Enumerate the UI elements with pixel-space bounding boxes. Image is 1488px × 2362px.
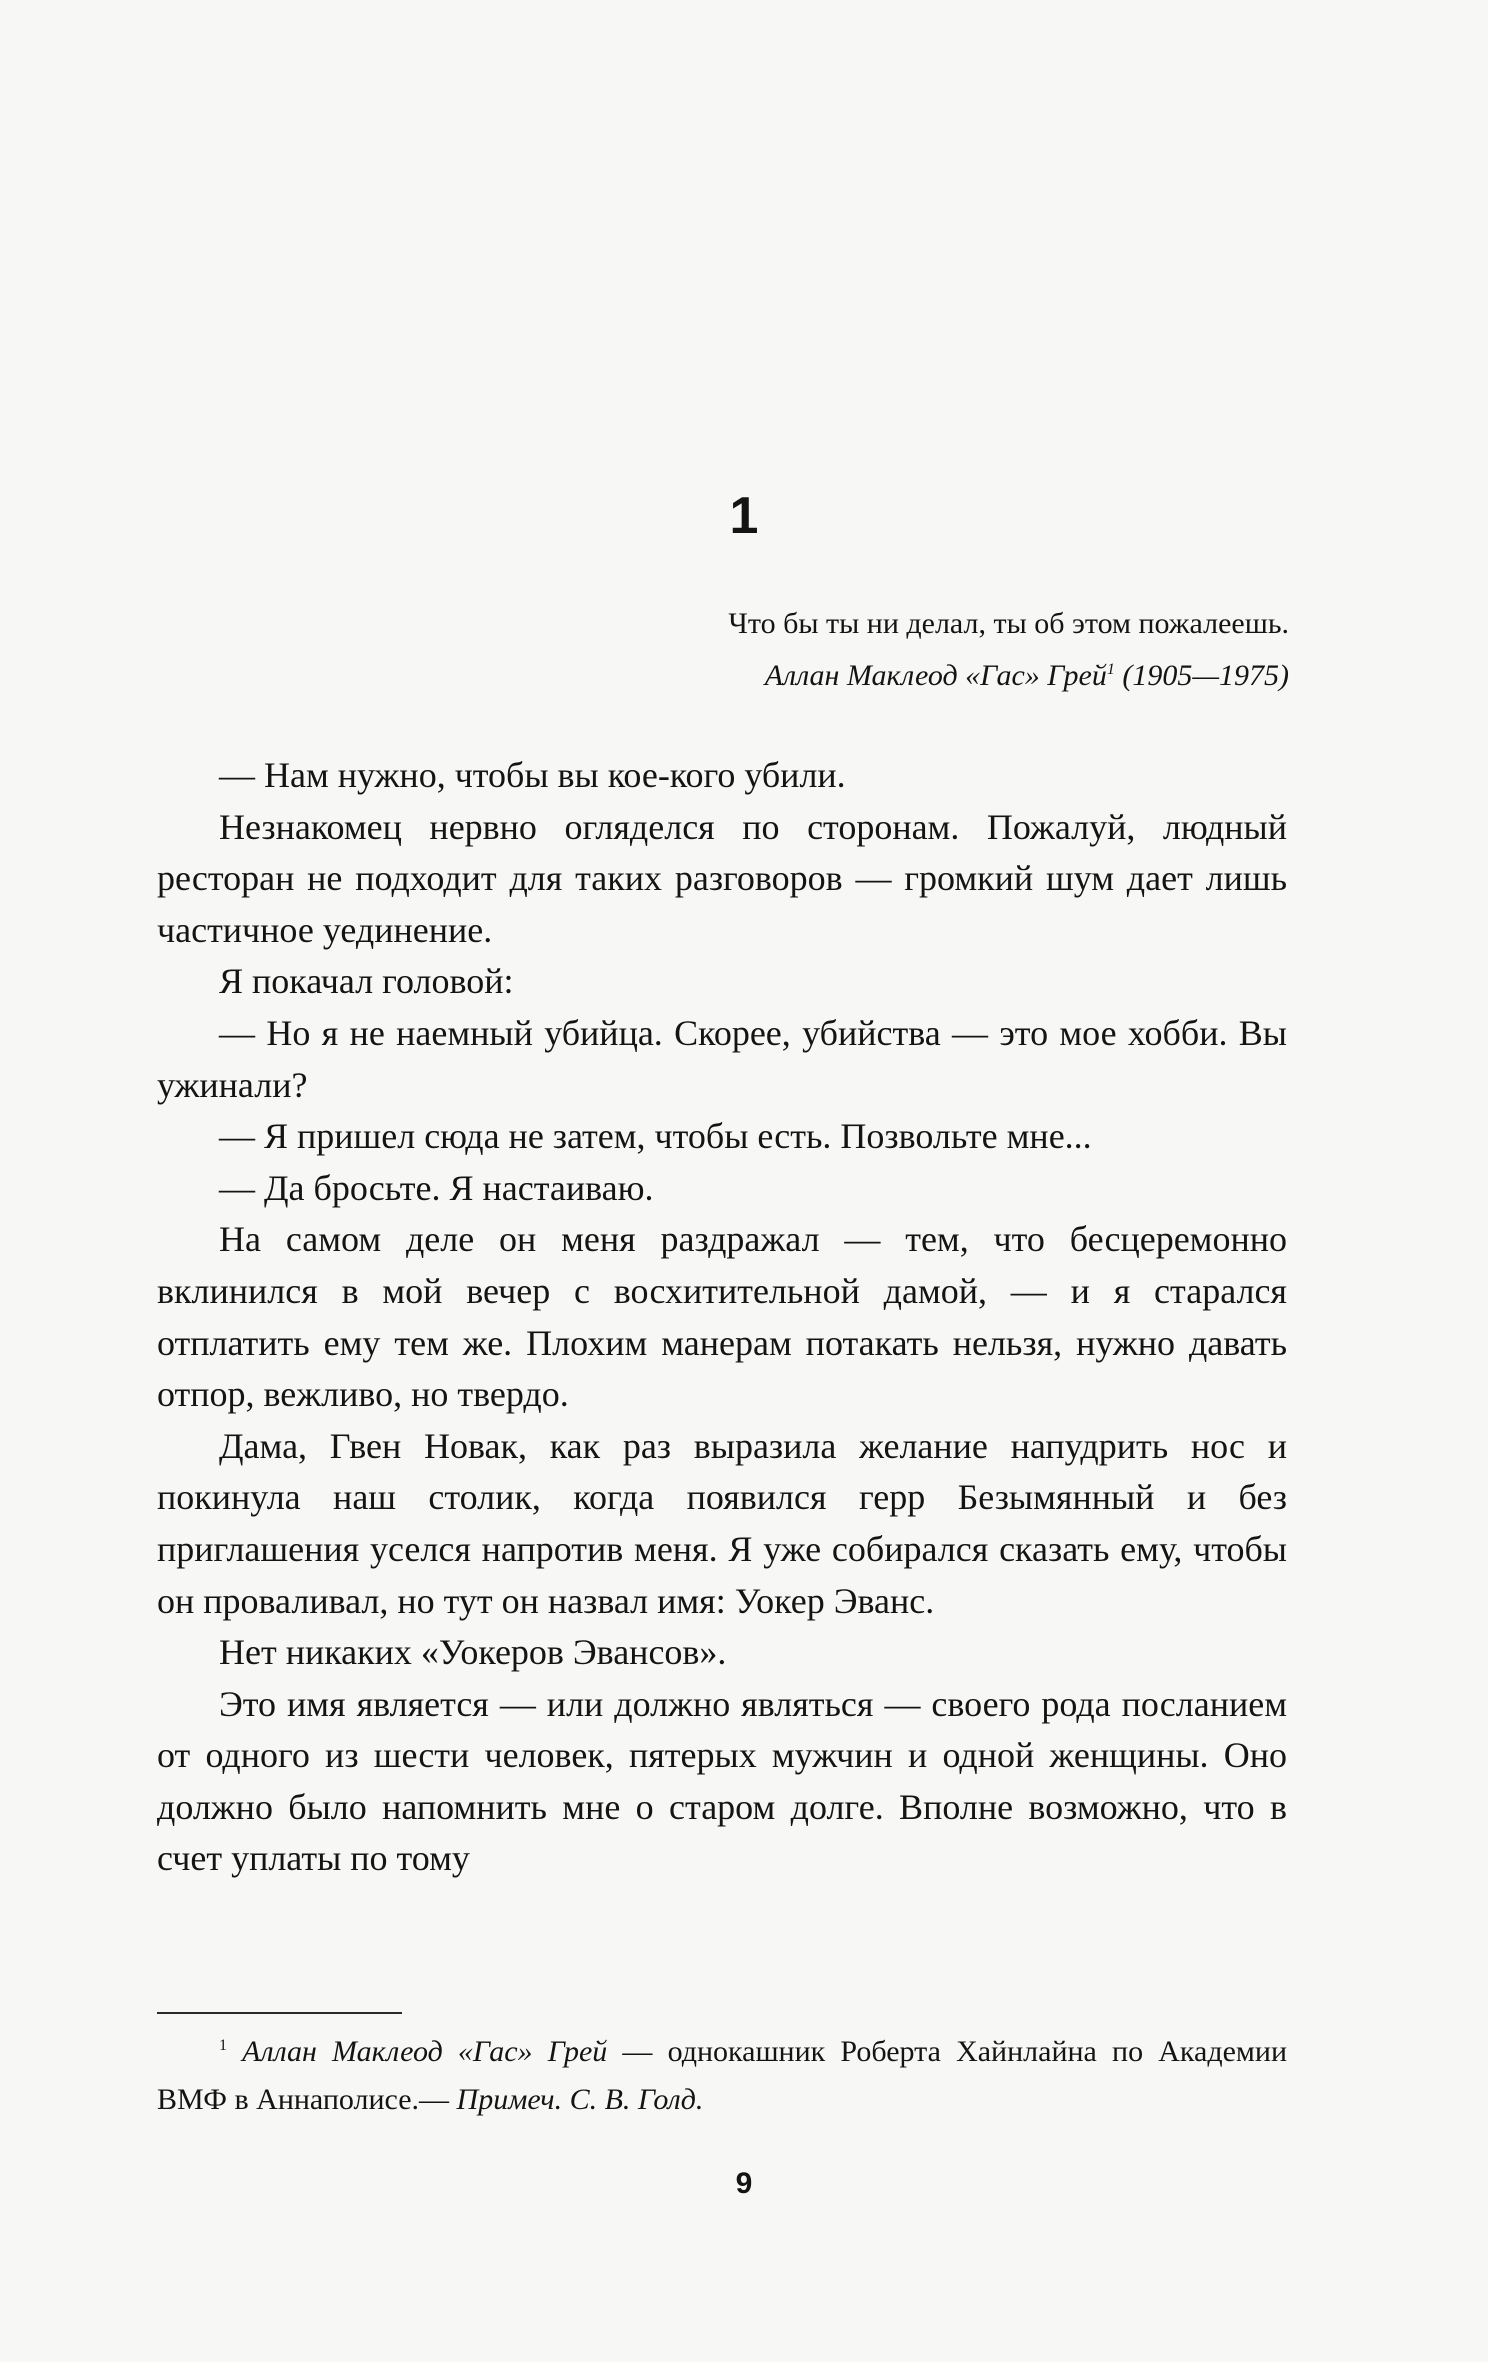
epigraph-years: (1905—1975)	[1122, 659, 1289, 692]
paragraph: Это имя является — или должно являться — своего рода посланием от одного из шести человек, пятерых мужчин и одной женщины. Оно должно было напомнить мне о старом долге. Вполне возможно, что в счет уплаты по тому	[157, 1683, 1287, 1879]
footnote	[157, 2028, 1287, 2124]
footnote-marker: 1	[219, 2037, 227, 2054]
footnote-text: — однокашник Роберта Хайнлайна по Академии ВМФ в Аннаполисе.—	[157, 2035, 1287, 2116]
footnote-name: Аллан Маклеод «Гас» Грей	[242, 2035, 608, 2068]
epigraph	[200, 598, 1289, 702]
page-number: 9	[735, 2167, 753, 2200]
paragraph: Нет никаких «Уокеров Эвансов».	[219, 1632, 727, 1673]
paragraph: — Я пришел сюда не затем, чтобы есть. Позвольте мне...	[219, 1116, 1092, 1157]
footnote-credit: Примеч. С. В. Голд.	[456, 2083, 704, 2116]
paragraph: Дама, Гвен Новак, как раз выразила желание напудрить нос и покинула наш столик, когда появился герр Безымянный и без приглашения уселся напротив меня. Я уже собирался сказать ему, чтобы он проваливал, но тут он назвал имя: Уокер Эванс.	[157, 1425, 1287, 1621]
footnote-reference[interactable]: 1	[1106, 661, 1115, 678]
paragraph: Незнакомец нервно огляделся по сторонам. Пожалуй, людный ресторан не подходит для таких разговоров — громкий шум дает лишь частичное уединение.	[157, 806, 1287, 950]
paragraph: — Да бросьте. Я настаиваю.	[219, 1167, 654, 1208]
paragraph: Я покачал головой:	[219, 961, 514, 1002]
paragraph: На самом деле он меня раздражал — тем, что бесцеремонно вклинился в мой вечер с восхитительной дамой, — и я старался отплатить ему тем же. Плохим манерам потакать нельзя, нужно давать отпор, вежливо, но твердо.	[157, 1219, 1287, 1415]
paragraph: — Нам нужно, чтобы вы кое-кого убили.	[219, 755, 846, 795]
chapter-text	[157, 750, 1287, 1885]
epigraph-attribution	[200, 650, 1289, 702]
paragraph: — Но я не наемный убийца. Скорее, убийства — это мое хобби. Вы ужинали?	[157, 1012, 1287, 1105]
footnote-paragraph	[157, 2028, 1287, 2124]
epigraph-author: Аллан Маклеод «Гас» Грей	[764, 659, 1107, 692]
footnote-divider	[157, 2012, 402, 2014]
epigraph-quote: Что бы ты ни делал, ты об этом пожалеешь.	[728, 607, 1289, 640]
chapter-number: 1	[729, 487, 759, 545]
